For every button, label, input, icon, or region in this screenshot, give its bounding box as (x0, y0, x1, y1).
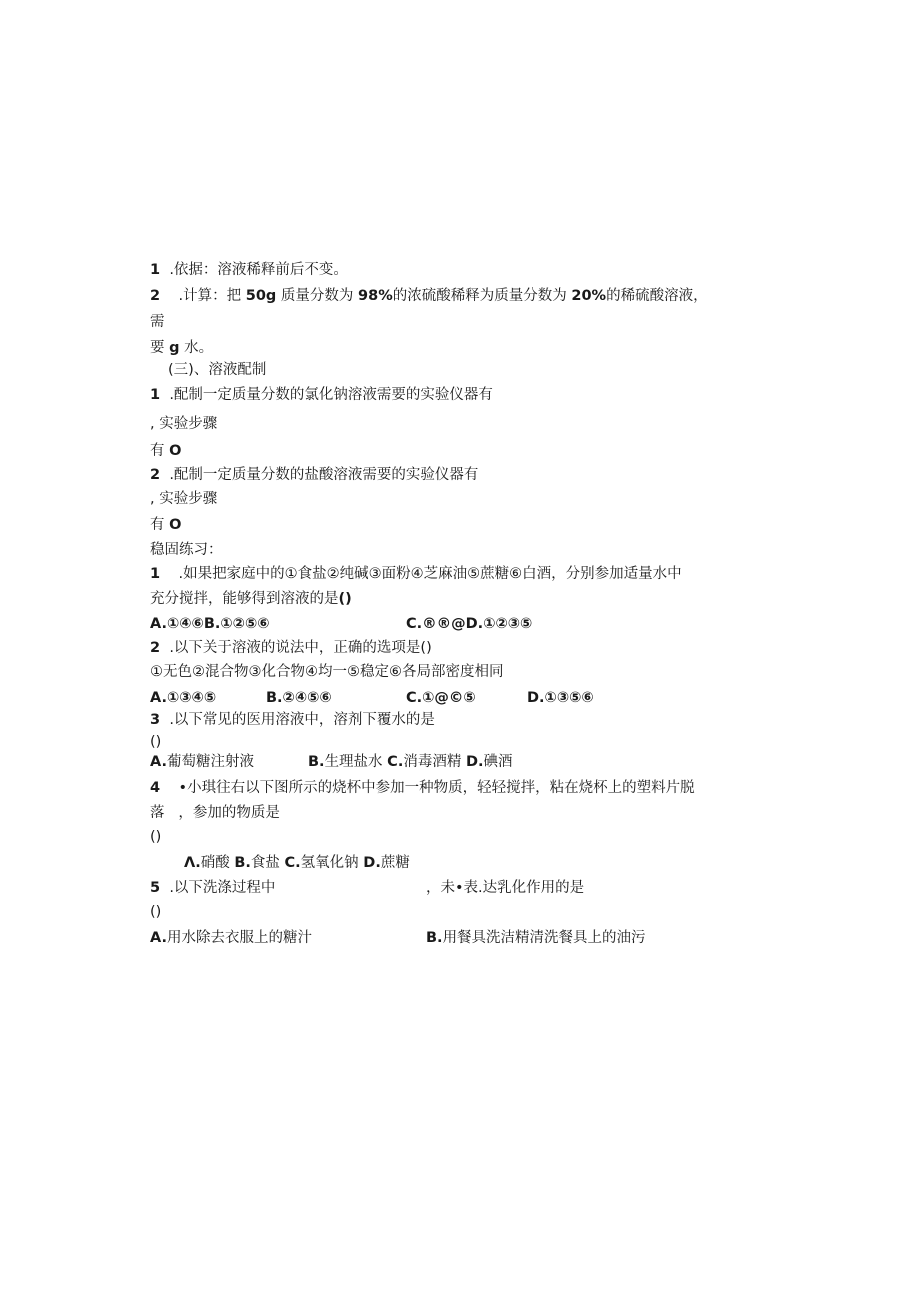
option-letter: B. (234, 855, 251, 871)
option-text: 食盐 (250, 855, 280, 871)
question-1-text-cont: 充分搅拌，能够得到溶液的是 (150, 591, 339, 607)
calc-text-want: 要 (150, 340, 165, 356)
question-2-text: .以下关于溶液的说法中，正确的选项是() (169, 640, 432, 656)
option-letter: A. (150, 930, 167, 946)
question-5 (150, 878, 275, 898)
practice-heading-text: 稳固练习： (150, 542, 223, 558)
dilution-basis-line (150, 260, 348, 280)
option-text: 硝酸 (200, 855, 230, 871)
option-letter: A. (150, 754, 167, 770)
question-2-option-d: D.①③⑤⑥ (527, 690, 594, 706)
section-heading-preparation (168, 360, 266, 380)
option-text: 蔗糖 (380, 855, 410, 871)
question-1-text: .如果把家庭中的①食盐②纯碱③面粉④芝麻油⑤蔗糖⑥白酒，分别参加适量水中 (178, 566, 682, 582)
question-4 (150, 778, 695, 798)
question-2-items (150, 662, 504, 682)
question-3 (150, 710, 435, 730)
option-letter: C. (284, 855, 301, 871)
prep-item-1-has (150, 441, 181, 461)
question-5-paren (150, 902, 161, 922)
question-1-options-ab: A.①④⑥B.①②⑤⑥ (150, 616, 270, 632)
question-3-option-a (150, 752, 254, 772)
prep-item-2-text: .配制一定质量分数的盐酸溶液需要的实验仪器有 (169, 467, 479, 483)
option-text: 碘酒 (483, 754, 513, 770)
dilution-basis-text: .依据：溶液稀释前后不变。 (169, 262, 348, 278)
question-1-cont (150, 589, 352, 609)
question-5-option-b (426, 928, 646, 948)
practice-heading (150, 540, 223, 560)
question-4-text: •小琪往右以下图所示的烧杯中参加一种物质，轻轻搅拌，粘在烧杯上的塑料片脱 (178, 780, 695, 796)
calc-text-need: 需 (150, 314, 165, 330)
dilution-calc-line (150, 286, 708, 306)
item-number: 2 (150, 288, 161, 304)
answer-paren: () (150, 904, 162, 920)
question-4-paren (150, 827, 161, 847)
question-3-paren (150, 732, 161, 752)
question-3-options-bcd (308, 752, 512, 772)
calc-text-a: .计算：把 (178, 288, 242, 304)
question-3-text: .以下常见的医用溶液中，溶剂下覆水的是 (169, 712, 435, 728)
prep-item-2-blank-mark: O (169, 517, 182, 533)
prep-heading-text: (三)、溶液配制 (168, 362, 267, 378)
calc-text-g: 的稀硫酸溶液， (606, 288, 708, 304)
option-text: 用餐具洗洁精清洗餐具上的油污 (442, 930, 646, 946)
prep-item-1 (150, 385, 493, 405)
prep-item-2-steps-text: , 实验步骤 (150, 491, 218, 507)
option-text: 用水除去衣服上的糖汁 (167, 930, 312, 946)
calc-text-e: 的浓硫酸稀释为质量分数为 (392, 288, 567, 304)
question-2-option-a: A.①③④⑤ (150, 690, 217, 706)
question-number: 1 (150, 566, 161, 582)
question-4-text-cont: 落 ，参加的物质是 (150, 805, 280, 821)
option-text: 消毒酒精 (403, 754, 462, 770)
option-text: 葡萄糖注射液 (167, 754, 254, 770)
item-number: 1 (150, 262, 161, 278)
option-letter: C. (387, 754, 404, 770)
question-4-cont (150, 803, 280, 823)
prep-item-2 (150, 465, 478, 485)
option-letter: Λ. (184, 855, 201, 871)
question-5-text: .以下洗涤过程中 (169, 880, 276, 896)
question-5-option-a (150, 928, 312, 948)
item-number: 2 (150, 467, 161, 483)
question-number: 5 (150, 880, 161, 896)
prep-item-2-steps (150, 489, 217, 509)
prep-item-1-steps-text: , 实验步骤 (150, 416, 218, 432)
prep-item-1-steps (150, 414, 217, 434)
question-number: 3 (150, 712, 161, 728)
calc-percent-20: 20% (571, 288, 607, 304)
option-text: 生理盐水 (324, 754, 383, 770)
question-2-items-text: ①无色②混合物③化合物④均一⑤稳定⑥各局部密度相同 (150, 664, 504, 680)
option-letter: B. (426, 930, 443, 946)
prep-item-2-has-text: 有 (150, 517, 165, 533)
answer-paren: () (338, 591, 352, 607)
question-number: 4 (150, 780, 161, 796)
option-text: 氢氧化钠 (300, 855, 359, 871)
question-number: 2 (150, 640, 161, 656)
calc-unit-g: g (169, 340, 180, 356)
prep-item-1-blank-mark: O (169, 443, 182, 459)
calc-mass: 50g (245, 288, 277, 304)
dilution-calc-cont (150, 312, 165, 332)
question-2-option-b: B.②④⑤⑥ (266, 690, 332, 706)
answer-paren: () (150, 734, 162, 750)
question-1-options-cd: C.®®@D.①②③⑤ (406, 616, 533, 632)
calc-text-water: 水。 (184, 340, 214, 356)
question-4-options (184, 853, 410, 873)
option-letter: B. (308, 754, 325, 770)
question-2 (150, 638, 432, 658)
option-letter: D. (363, 855, 381, 871)
calc-text-c: 质量分数为 (280, 288, 354, 304)
question-2-option-c: C.①@©⑤ (406, 690, 476, 706)
prep-item-2-has (150, 515, 181, 535)
dilution-calc-answer-line (150, 338, 213, 358)
prep-item-1-has-text: 有 (150, 443, 165, 459)
option-letter: D. (465, 754, 484, 770)
question-5-text-right: ，未•表.达乳化作用的是 (426, 880, 585, 896)
answer-paren: () (150, 829, 162, 845)
item-number: 1 (150, 387, 161, 403)
question-1 (150, 564, 682, 584)
calc-percent-98: 98% (358, 288, 393, 304)
prep-item-1-text: .配制一定质量分数的氯化钠溶液需要的实验仪器有 (169, 387, 493, 403)
